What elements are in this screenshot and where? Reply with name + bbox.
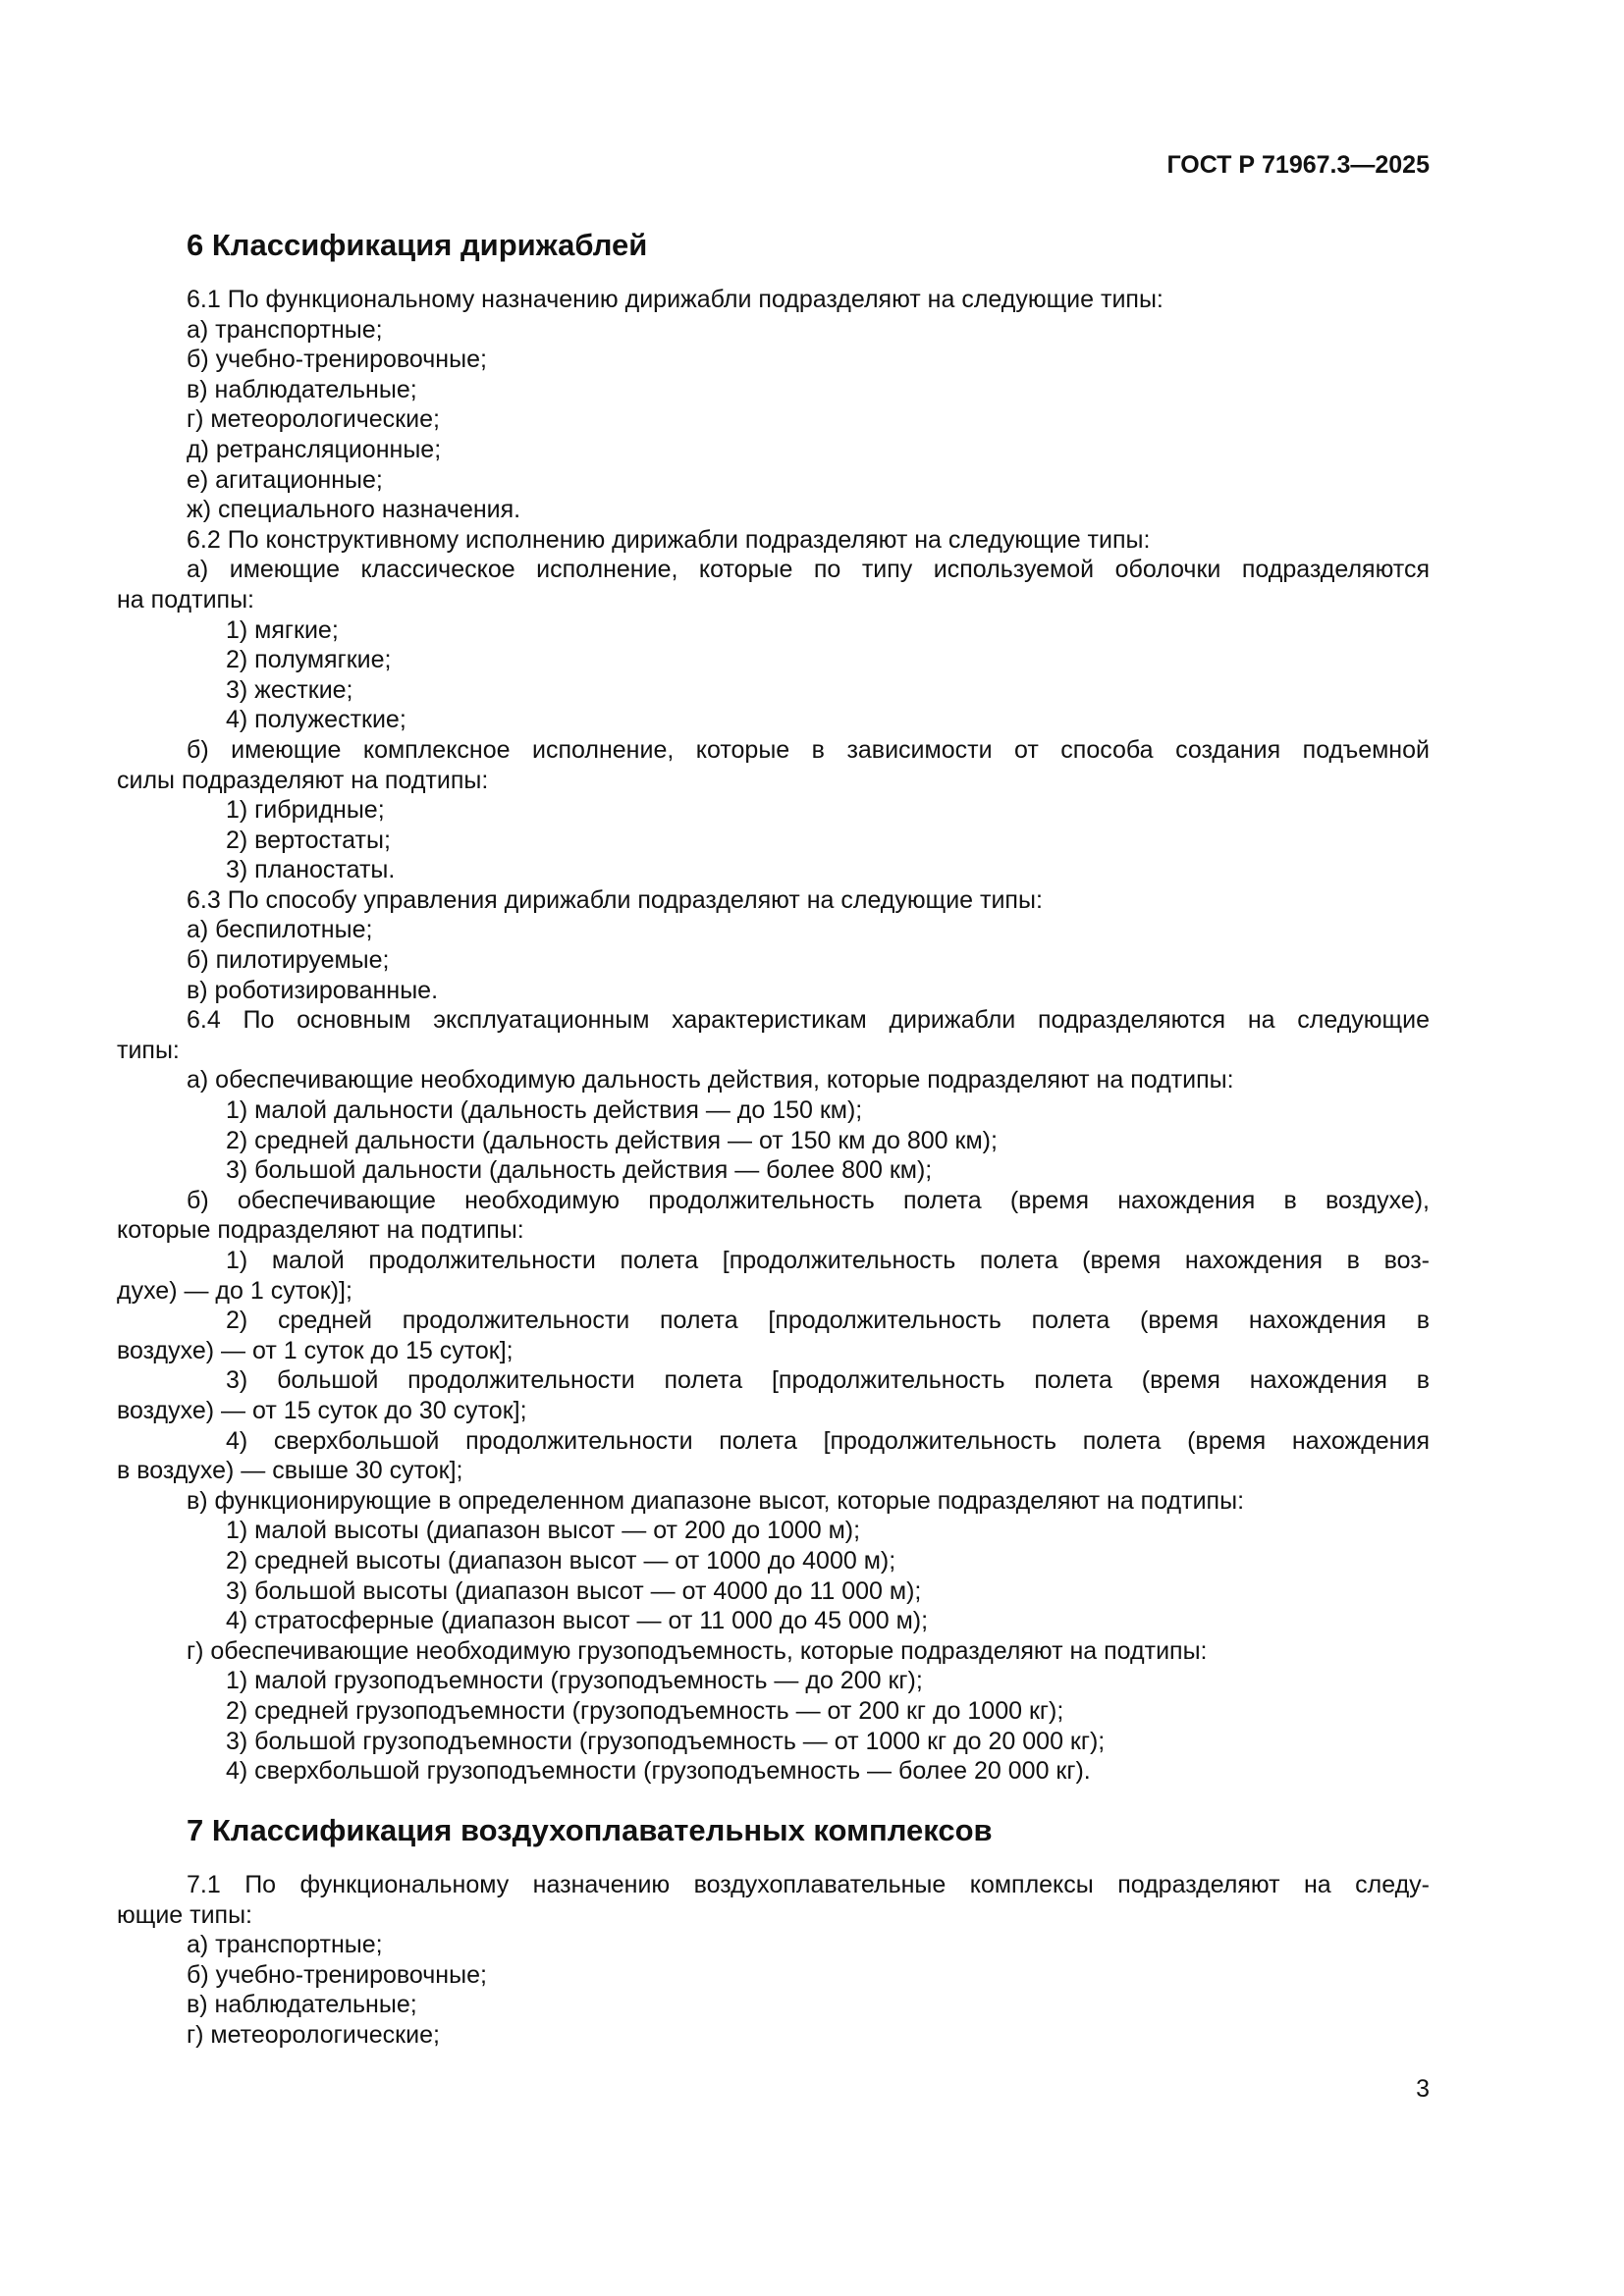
clause-6-1: 6.1 По функциональному назначению дирижабли подразделяют на следующие типы: — [187, 286, 1164, 313]
section-6-heading: 6 Классификация дирижаблей — [187, 228, 648, 262]
sub-list-item-line: воздухе) — от 15 суток до 30 суток]; — [117, 1396, 527, 1424]
list-item: б) учебно-тренировочные; — [187, 346, 487, 374]
sub-list-item: 4) стратосферные (диапазон высот — от 11 000 до 45 000 м); — [226, 1607, 929, 1635]
sub-list-item: 2) средней грузоподъемности (грузоподъемность — от 200 кг до 1000 кг); — [226, 1696, 1064, 1725]
sub-list-item-line: 1) малой продолжительности полета [продолжительность полета (время нахождения в воз- — [226, 1247, 1430, 1274]
sub-list-item-line: 4) сверхбольшой продолжительности полета [продолжительность полета (время нахождения — [226, 1426, 1430, 1455]
sub-list-item: 1) малой дальности (дальность действия — до 150 км); — [226, 1096, 863, 1125]
clause-6-2: 6.2 По конструктивному исполнению дирижабли подразделяют на следующие типы: — [187, 525, 1151, 554]
list-item: е) агитационные; — [187, 465, 383, 494]
list-item: а) транспортные; — [187, 1931, 383, 1959]
list-item-line: на подтипы: — [117, 585, 255, 614]
sub-list-item: 2) вертостаты; — [226, 826, 391, 854]
document-code-header: ГОСТ Р 71967.3—2025 — [1166, 151, 1430, 179]
list-item: в) роботизированные. — [187, 976, 439, 1004]
sub-list-item: 1) мягкие; — [226, 615, 339, 644]
list-item-line: а) имеющие классическое исполнение, которые по типу используемой оболочки подразделяются — [187, 556, 1430, 584]
list-item: а) обеспечивающие необходимую дальность действия, которые подразделяют на подтипы: — [187, 1066, 1234, 1095]
clause-7-1: 7.1 По функциональному назначению воздухоплавательные комплексы подразделяют на следу- — [187, 1871, 1430, 1898]
sub-list-item-line: 3) большой продолжительности полета [продолжительность полета (время нахождения в — [226, 1366, 1430, 1395]
list-item: б) учебно-тренировочные; — [187, 1960, 487, 1989]
sub-list-item: 1) малой высоты (диапазон высот — от 200 до 1000 м); — [226, 1517, 861, 1545]
list-item-line: силы подразделяют на подтипы: — [117, 766, 489, 794]
list-item-line: б) имеющие комплексное исполнение, которые в зависимости от способа создания подъемной — [187, 735, 1430, 764]
sub-list-item: 1) малой грузоподъемности (грузоподъемность — до 200 кг); — [226, 1667, 923, 1695]
sub-list-item: 4) сверхбольшой грузоподъемности (грузоподъемность — более 20 000 кг). — [226, 1757, 1091, 1786]
list-item: д) ретрансляционные; — [187, 435, 442, 463]
sub-list-item: 3) большой дальности (дальность действия — более 800 км); — [226, 1156, 933, 1185]
list-item: в) наблюдательные; — [187, 1991, 417, 2019]
list-item: в) наблюдательные; — [187, 375, 417, 403]
section-7-body — [117, 1870, 1430, 2051]
list-item: г) обеспечивающие необходимую грузоподъемность, которые подразделяют на подтипы: — [187, 1636, 1208, 1665]
page-number: 3 — [1416, 2075, 1430, 2103]
sub-list-item-line: воздухе) — от 1 суток до 15 суток]; — [117, 1336, 514, 1364]
clause-6-4: 6.4 По основным эксплуатационным характеристикам дирижабли подразделяются на следующие — [187, 1006, 1430, 1035]
clause-6-4-cont: типы: — [117, 1036, 180, 1064]
clause-7-1-cont: ющие типы: — [117, 1900, 253, 1929]
sub-list-item: 3) жесткие; — [226, 675, 353, 704]
sub-list-item: 2) средней высоты (диапазон высот — от 1000 до 4000 м); — [226, 1546, 896, 1575]
list-item: ж) специального назначения. — [187, 496, 521, 524]
list-item-line: б) обеспечивающие необходимую продолжительность полета (время нахождения в воздухе), — [187, 1186, 1430, 1214]
list-item: а) транспортные; — [187, 315, 383, 344]
sub-list-item-line: духе) — до 1 суток)]; — [117, 1276, 352, 1305]
list-item: г) метеорологические; — [187, 2020, 440, 2049]
section-7-heading: 7 Классификация воздухоплавательных комплексов — [187, 1813, 993, 1847]
list-item: в) функционирующие в определенном диапазоне высот, которые подразделяют на подтипы: — [187, 1486, 1245, 1515]
list-item: а) беспилотные; — [187, 916, 373, 944]
sub-list-item-line: 2) средней продолжительности полета [продолжительность полета (время нахождения в — [226, 1307, 1430, 1335]
list-item: б) пилотируемые; — [187, 946, 390, 975]
sub-list-item: 3) большой грузоподъемности (грузоподъемность — от 1000 кг до 20 000 кг); — [226, 1727, 1106, 1755]
sub-list-item-line: в воздухе) — свыше 30 суток]; — [117, 1457, 463, 1485]
sub-list-item: 2) полумягкие; — [226, 646, 392, 674]
section-6-body — [117, 285, 1430, 1787]
sub-list-item: 4) полужесткие; — [226, 706, 406, 734]
clause-6-3: 6.3 По способу управления дирижабли подразделяют на следующие типы: — [187, 885, 1043, 914]
sub-list-item: 1) гибридные; — [226, 796, 385, 825]
sub-list-item: 3) планостаты. — [226, 856, 396, 884]
sub-list-item: 3) большой высоты (диапазон высот — от 4000 до 11 000 м); — [226, 1576, 922, 1605]
list-item: г) метеорологические; — [187, 405, 440, 434]
sub-list-item: 2) средней дальности (дальность действия — от 150 км до 800 км); — [226, 1126, 998, 1154]
list-item-line: которые подразделяют на подтипы: — [117, 1216, 524, 1245]
